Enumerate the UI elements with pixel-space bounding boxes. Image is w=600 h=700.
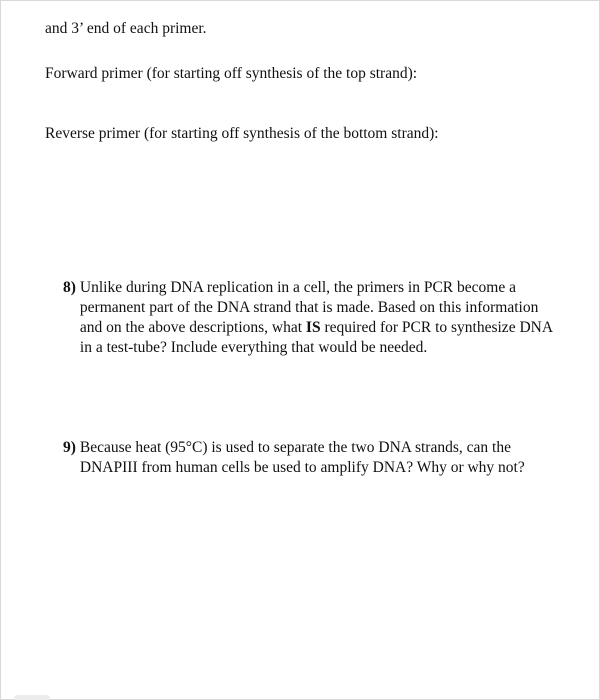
forward-primer-label: Forward primer (for starting off synthesis of the top strand): — [45, 65, 418, 82]
question-text — [80, 278, 557, 358]
reverse-primer-label: Reverse primer (for starting off synthesis of the bottom strand): — [45, 125, 439, 142]
question-text-part: Unlike during DNA replication in a cell, the primers in PCR become a permanent part of the DNA strand that is made. Based on this information and on the above descriptions, what — [79, 279, 539, 336]
question-number: 8) — [63, 279, 76, 296]
continuation-text: and 3’ end of each primer. — [45, 20, 207, 37]
question-9 — [63, 438, 557, 478]
question-8 — [63, 278, 557, 358]
bottom-tab-marker — [14, 695, 50, 700]
question-text-part: required for PCR to synthesize DNA in a test-tube? Include everything that would be needed. — [79, 319, 553, 356]
emphasized-word: IS — [305, 319, 321, 336]
question-text: Because heat (95°C) is used to separate the two DNA strands, can the DNAPIII from human cells be used to amplify DNA? Why or why not? — [79, 439, 525, 476]
question-number: 9) — [63, 439, 76, 456]
